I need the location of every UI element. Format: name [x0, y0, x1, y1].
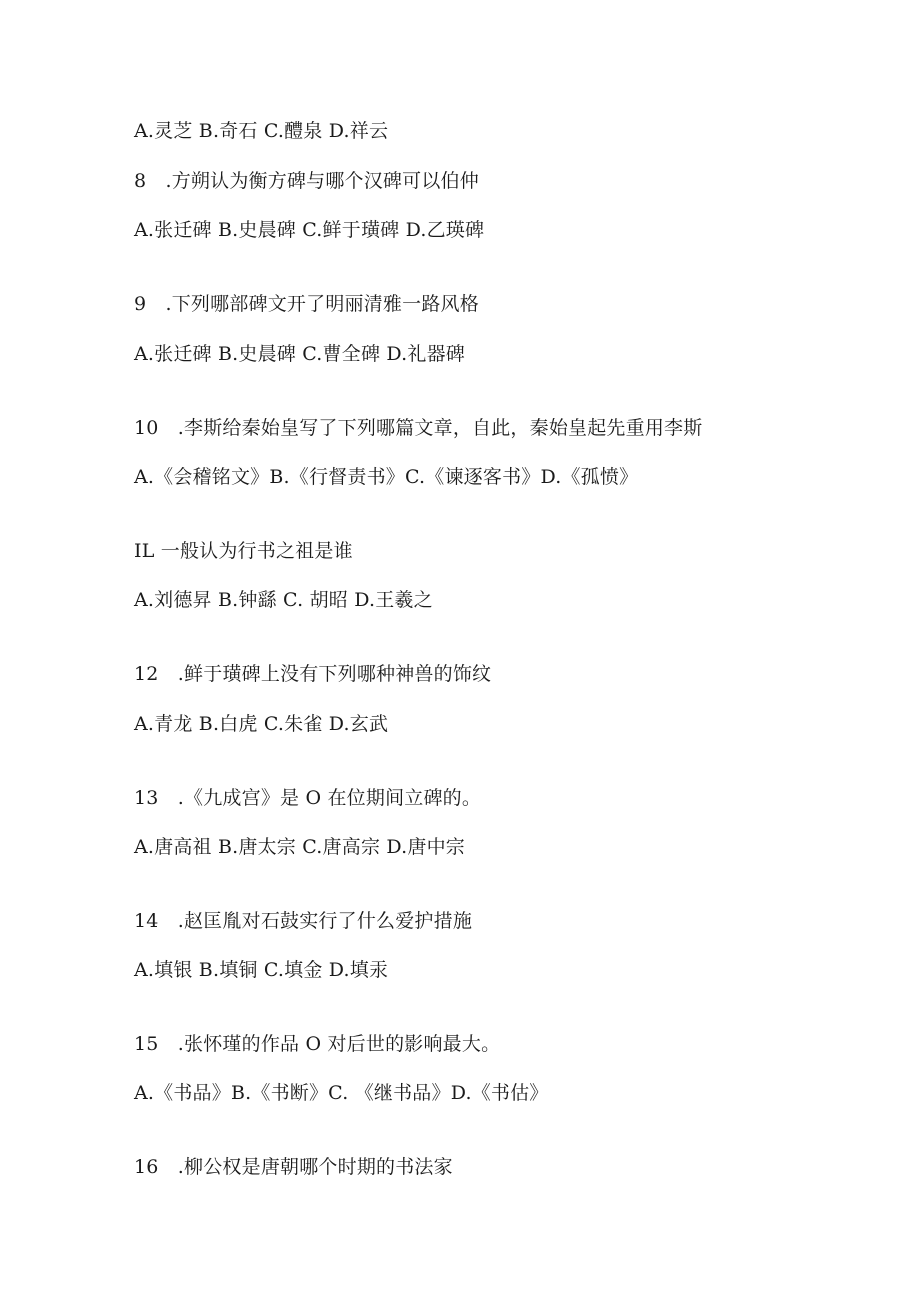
answer-options-14: A.填银 B.填铜 C.填金 D.填汞 — [134, 959, 389, 981]
answer-options-11: A.刘德昇 B.钟繇 C. 胡昭 D.王羲之 — [134, 589, 433, 611]
answer-options-15: A.《书品》B.《书断》C. 《继书品》D.《书估》 — [134, 1082, 549, 1104]
answer-options-12: A.青龙 B.白虎 C.朱雀 D.玄武 — [134, 713, 389, 735]
answer-options-7: A.灵芝 B.奇石 C.醴泉 D.祥云 — [134, 120, 389, 142]
answer-options-13: A.唐高祖 B.唐太宗 C.唐高宗 D.唐中宗 — [134, 836, 465, 858]
question-13: 13 .《九成宫》是 O 在位期间立碑的。 — [134, 787, 482, 809]
answer-options-10: A.《会稽铭文》B.《行督责书》C.《谏逐客书》D.《孤愤》 — [134, 466, 639, 488]
question-16: 16 .柳公权是唐朝哪个时期的书法家 — [134, 1156, 453, 1178]
question-11: IL 一般认为行书之祖是谁 — [134, 540, 353, 562]
question-12: 12 .鲜于璜碑上没有下列哪种神兽的饰纹 — [134, 663, 492, 685]
question-9: 9 .下列哪部碑文开了明丽清雅一路风格 — [134, 293, 479, 315]
answer-options-8: A.张迁碑 B.史晨碑 C.鲜于璜碑 D.乙瑛碑 — [134, 219, 485, 241]
question-10: 10 .李斯给秦始皇写了下列哪篇文章，自此，秦始皇起先重用李斯 — [134, 417, 703, 439]
answer-options-9: A.张迁碑 B.史晨碑 C.曹全碑 D.礼器碑 — [134, 343, 465, 365]
question-15: 15 .张怀瑾的作品 O 对后世的影响最大。 — [134, 1033, 501, 1055]
question-14: 14 .赵匡胤对石鼓实行了什么爱护措施 — [134, 910, 473, 932]
question-8: 8 .方朔认为衡方碑与哪个汉碑可以伯仲 — [134, 170, 479, 192]
